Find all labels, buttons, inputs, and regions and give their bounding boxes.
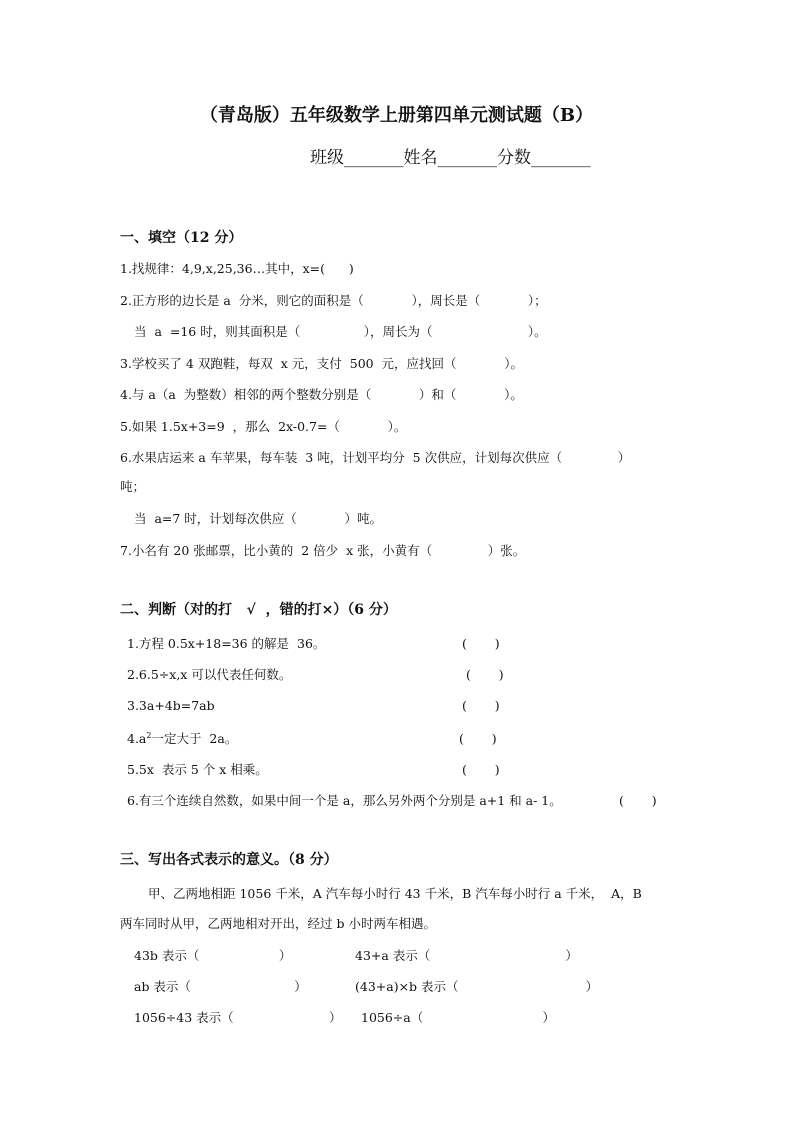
expression-1056-div-a: 1056÷a（ ）	[361, 1010, 555, 1025]
question-1-2: 2.正方形的边长是 a 分米，则它的面积是（ ），周长是（ ）；	[120, 293, 547, 308]
question-1-6-followup: 当 a=7 时，计划每次供应（ ）吨。	[134, 511, 382, 526]
judge-answer-paren-2: ( )	[466, 667, 504, 682]
question-1-7: 7.小名有 20 张邮票，比小黄的 2 倍少 x 张，小黄有（ ）张。	[120, 543, 526, 558]
judge-item-6: 6.有三个连续自然数，如果中间一个是 a，那么另外两个分别是 a+1 和 a- 1。	[127, 793, 562, 808]
expression-43-plus-a: 43+a 表示（ ）	[355, 948, 578, 963]
question-1-1: 1.找规律：4,9,x,25,36…其中，x=( )	[120, 261, 354, 276]
question-1-2-followup: 当 a =16 时，则其面积是（ ），周长为（ ）。	[134, 324, 547, 339]
judge-answer-paren-4: ( )	[459, 731, 497, 746]
expression-ab: ab 表示（ ）	[134, 979, 307, 994]
judge-item-4	[127, 731, 237, 747]
judge-answer-paren-6: ( )	[619, 793, 657, 808]
judge-answer-paren-5: ( )	[462, 762, 500, 777]
question-1-4: 4.与 a（a 为整数）相邻的两个整数分别是（ ）和（ ）。	[120, 387, 523, 402]
word-problem-line-2: 两车同时从甲，乙两地相对开出，经过 b 小时两车相遇。	[120, 916, 436, 931]
question-1-6: 6.水果店运来 a 车苹果，每车装 3 吨，计划平均分 5 次供应，计划每次供应（ ）	[120, 450, 631, 465]
page-title: （青岛版）五年级数学上册第四单元测试题（B）	[199, 105, 594, 126]
expression-1056-div-43: 1056÷43 表示（ ）	[134, 1010, 342, 1025]
section-3-heading: 三、写出各式表示的意义。（8 分）	[120, 852, 338, 868]
section-1-heading: 一、填空（12 分）	[120, 230, 243, 246]
word-problem-line-1: 甲、乙两地相距 1056 千米，A 汽车每小时行 43 千米，B 汽车每小时行 a 千米， A，B	[148, 886, 642, 901]
question-1-5: 5.如果 1.5x+3=9 ，那么 2x-0.7=（ ）。	[120, 419, 407, 434]
question-1-3: 3.学校买了 4 双跑鞋，每双 x 元，支付 500 元，应找回（ ）。	[120, 356, 523, 371]
judge-item-4-prefix: 4.a	[127, 731, 147, 746]
expression-43b: 43b 表示（ ）	[134, 948, 292, 963]
judge-answer-paren-3: ( )	[462, 698, 500, 713]
question-1-6-continued: 吨；	[120, 479, 146, 494]
student-info-fields: 班级_______姓名_______分数_______	[310, 148, 591, 168]
judge-item-4-exponent: 2	[146, 730, 152, 740]
judge-item-5: 5.5x 表示 5 个 x 相乘。	[127, 762, 268, 777]
judge-item-4-suffix: 一定大于 2a。	[151, 731, 238, 746]
judge-item-3: 3.3a+4b=7ab	[127, 698, 215, 713]
judge-answer-paren-1: ( )	[462, 636, 500, 651]
section-2-heading: 二、判断（对的打 √ ，错的打×）（6 分）	[120, 602, 397, 618]
expression-43-plus-a-times-b: (43+a)×b 表示（ ）	[355, 979, 599, 994]
judge-item-2: 2.6.5÷x,x 可以代表任何数。	[127, 667, 292, 682]
judge-item-1: 1.方程 0.5x+18=36 的解是 36。	[127, 636, 326, 651]
